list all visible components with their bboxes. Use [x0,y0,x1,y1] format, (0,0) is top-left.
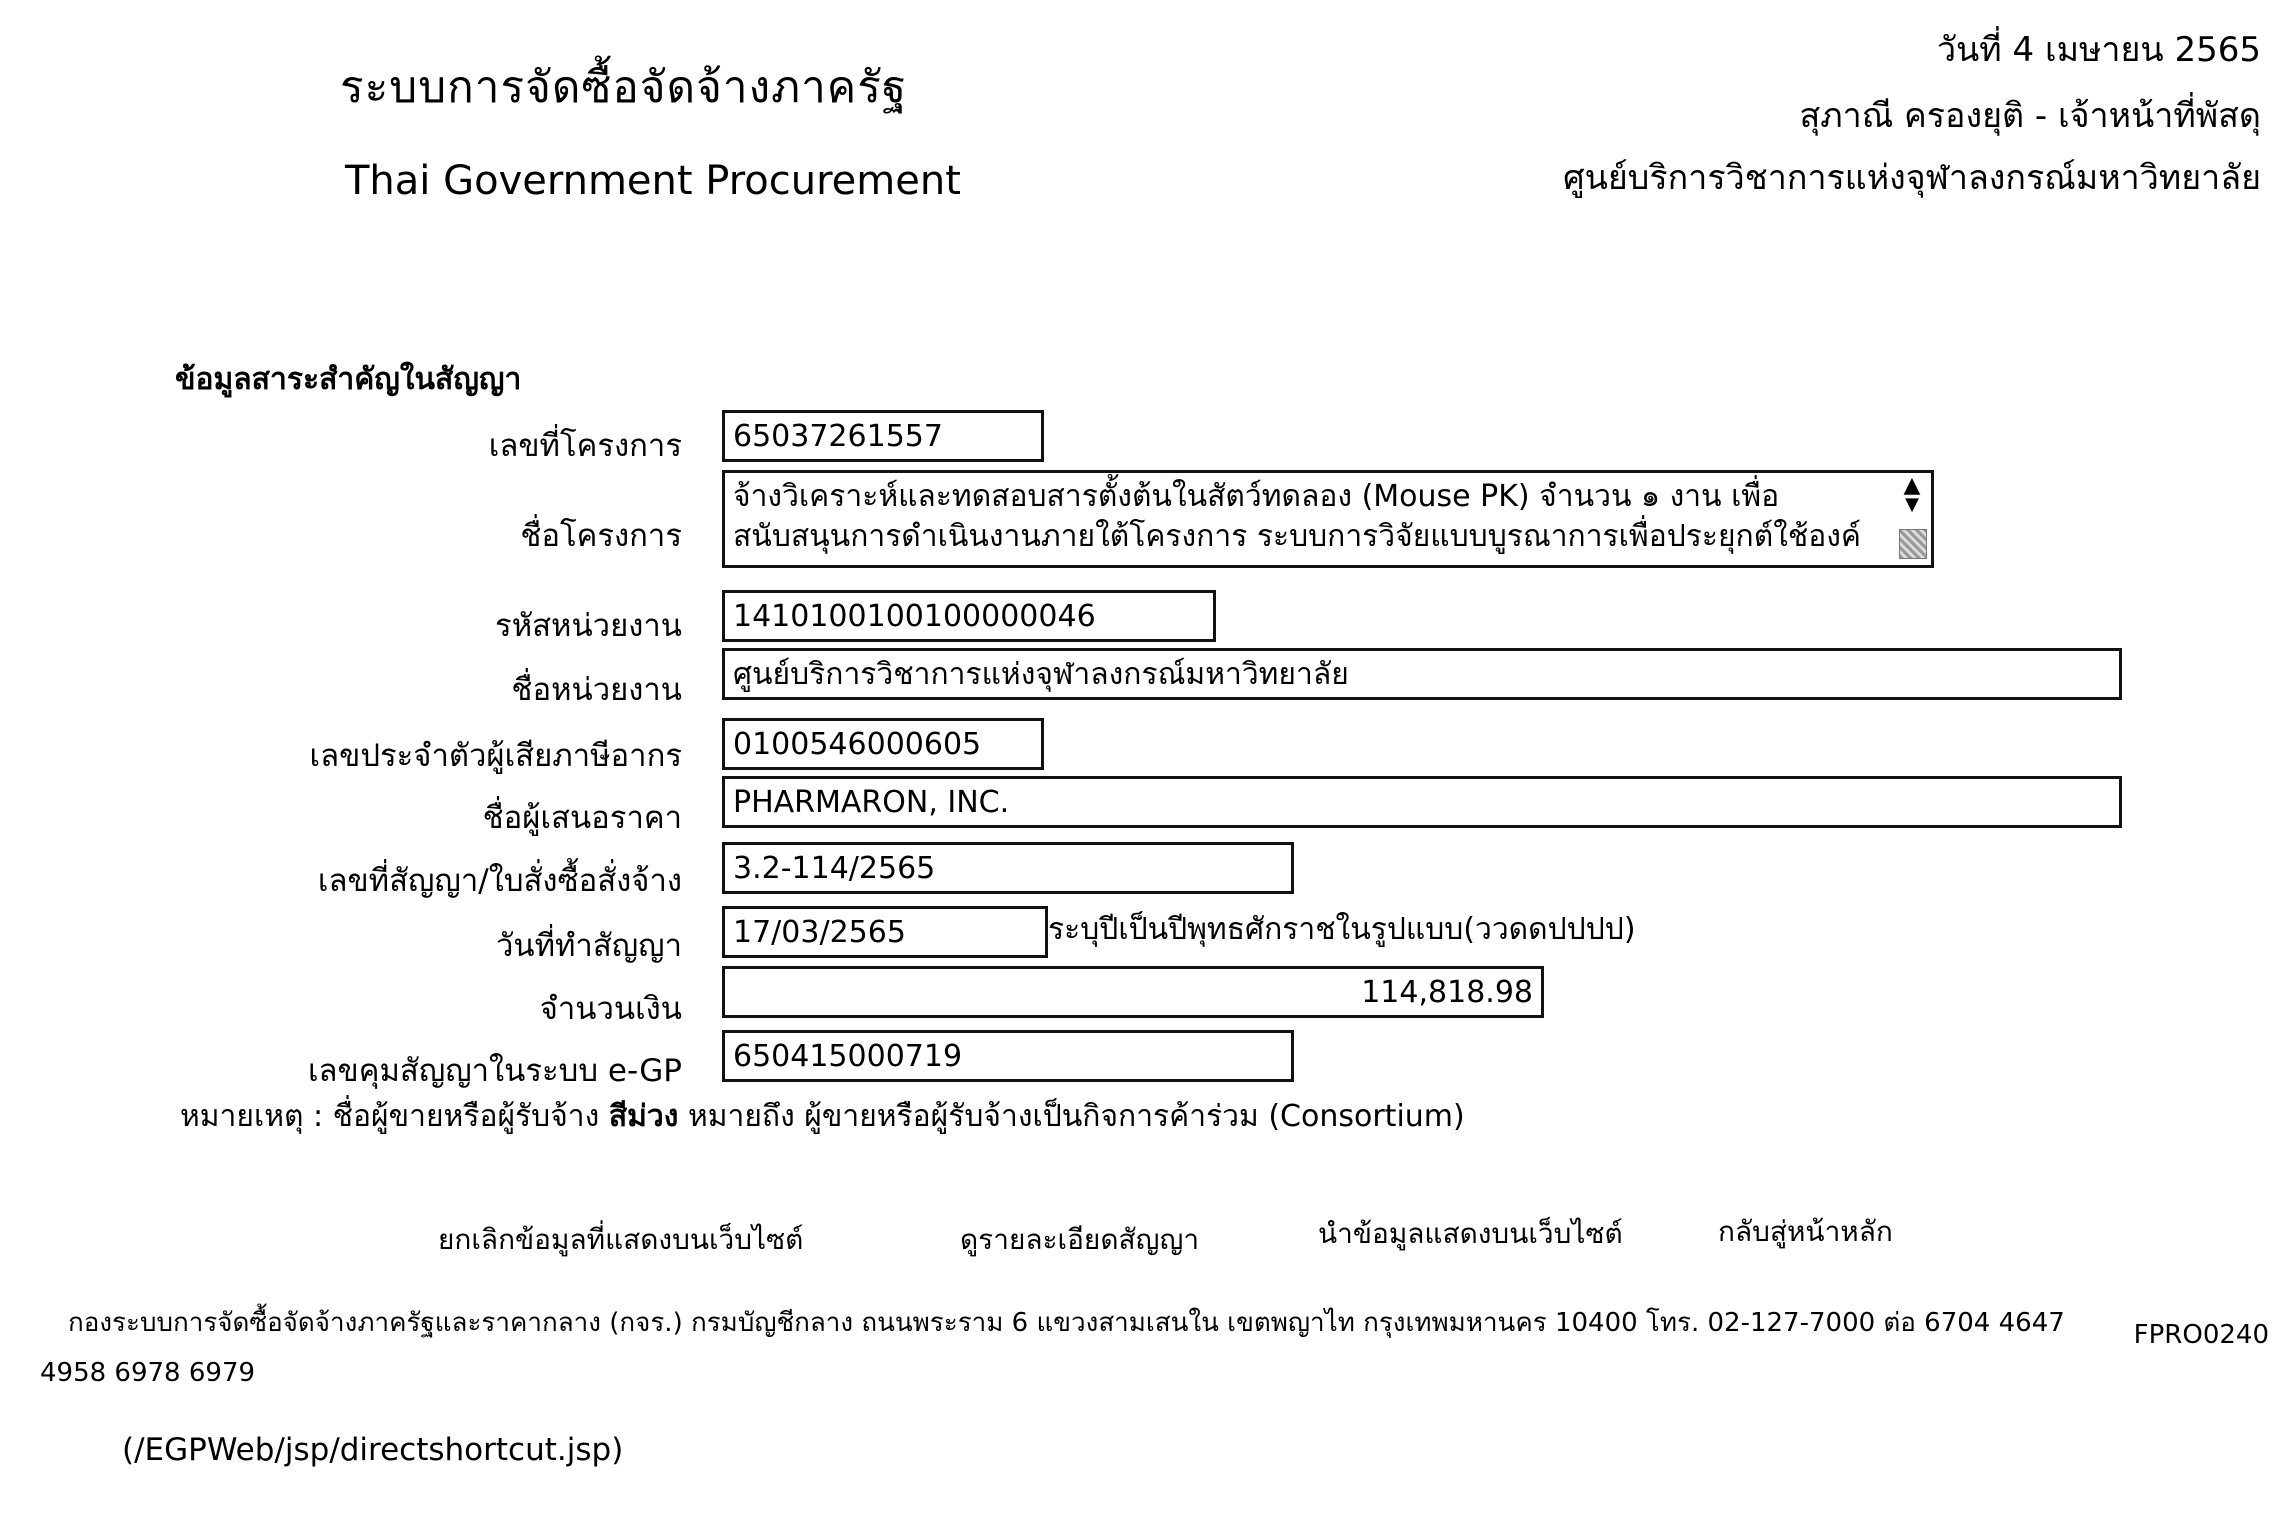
back-home-link[interactable]: กลับสู่หน้าหลัก [1718,1215,1893,1248]
tax-id-field[interactable]: 0100546000605 [722,718,1044,770]
system-title-thai: ระบบการจัดซื้อจัดจ้างภาครัฐ [340,62,908,113]
contract-no-label: เลขที่สัญญา/ใบสั่งซื้อสั่งจ้าง [317,863,682,899]
user-name: สุภาณี ครองยุติ - เจ้าหน้าที่พัสดุ [1799,96,2261,136]
note-suffix: หมายถึง ผู้ขายหรือผู้รับจ้างเป็นกิจการค้าร่วม (Consortium) [678,1099,1465,1134]
bidder-label: ชื่อผู้เสนอราคา [482,800,682,836]
project-name-textarea[interactable] [722,470,1934,568]
bidder-field[interactable]: PHARMARON, INC. [722,776,2122,828]
view-contract-link[interactable]: ดูรายละเอียดสัญญา [960,1223,1200,1256]
egp-no-field[interactable]: 650415000719 [722,1030,1294,1082]
user-organization: ศูนย์บริการวิชาการแห่งจุฬาลงกรณ์มหาวิทยาลัย [1563,158,2261,198]
scroll-thumb[interactable] [1899,529,1927,559]
section-title: ข้อมูลสาระสำคัญในสัญญา [175,362,522,397]
note-prefix: หมายเหตุ : ชื่อผู้ขายหรือผู้รับจ้าง [180,1099,609,1134]
textarea-scrollbar[interactable] [1895,475,1929,563]
contract-date-hint: ระบุปีเป็นปีพุทธศักราชในรูปแบบ(ววดดปปปป) [1048,912,1636,947]
project-no-field[interactable]: 65037261557 [722,410,1044,462]
project-name-label: ชื่อโครงการ [520,518,682,554]
project-name-text: จ้างวิเคราะห์และทดสอบสารตั้งต้นในสัตว์ทดลอง (Mouse PK) จำนวน ๑ งาน เพื่อสนับสนุนการดำเนินงานภายใต้โครงการ ระบบการวิจัยแบบบูรณาการเพื่อประยุกต์ใช้องค์ [733,479,1861,554]
dept-code-label: รหัสหน่วยงาน [495,608,682,644]
note-purple: สีม่วง [608,1099,679,1134]
contract-date-label: วันที่ทำสัญญา [495,928,682,964]
page-url: (/EGPWeb/jsp/directshortcut.jsp) [122,1432,624,1468]
project-no-label: เลขที่โครงการ [488,428,682,464]
dept-name-label: ชื่อหน่วยงาน [511,672,682,708]
page-code: FPRO0240 [2133,1320,2269,1350]
cancel-display-link[interactable]: ยกเลิกข้อมูลที่แสดงบนเว็บไซต์ [438,1223,804,1256]
amount-label: จำนวนเงิน [539,991,682,1027]
system-title-english: Thai Government Procurement [345,158,961,204]
contract-no-field[interactable]: 3.2-114/2565 [722,842,1294,894]
dept-name-field[interactable]: ศูนย์บริการวิชาการแห่งจุฬาลงกรณ์มหาวิทยาลัย [722,648,2122,700]
consortium-note [180,1093,1465,1140]
scroll-down-icon[interactable]: ▼ [1905,494,1919,515]
footer-phone-cont: 4958 6978 6979 [40,1358,256,1388]
current-date: วันที่ 4 เมษายน 2565 [1936,30,2261,70]
amount-field[interactable]: 114,818.98 [722,966,1544,1018]
egp-no-label: เลขคุมสัญญาในระบบ e-GP [307,1053,682,1089]
footer-address: กองระบบการจัดซื้อจัดจ้างภาครัฐและราคากลาง (กจร.) กรมบัญชีกลาง ถนนพระราม 6 แขวงสามเสนใน เขตพญาไท กรุงเทพมหานคร 10400 โทร. 02-127-7000 ต่อ 6704 4647 [68,1308,2065,1338]
scroll-up-icon[interactable]: ▲ [1903,473,1921,498]
tax-id-label: เลขประจำตัวผู้เสียภาษีอากร [309,738,682,774]
contract-date-field[interactable]: 17/03/2565 [722,906,1048,958]
publish-link[interactable]: นำข้อมูลแสดงบนเว็บไซต์ [1318,1217,1623,1250]
dept-code-field[interactable]: 1410100100100000046 [722,590,1216,642]
